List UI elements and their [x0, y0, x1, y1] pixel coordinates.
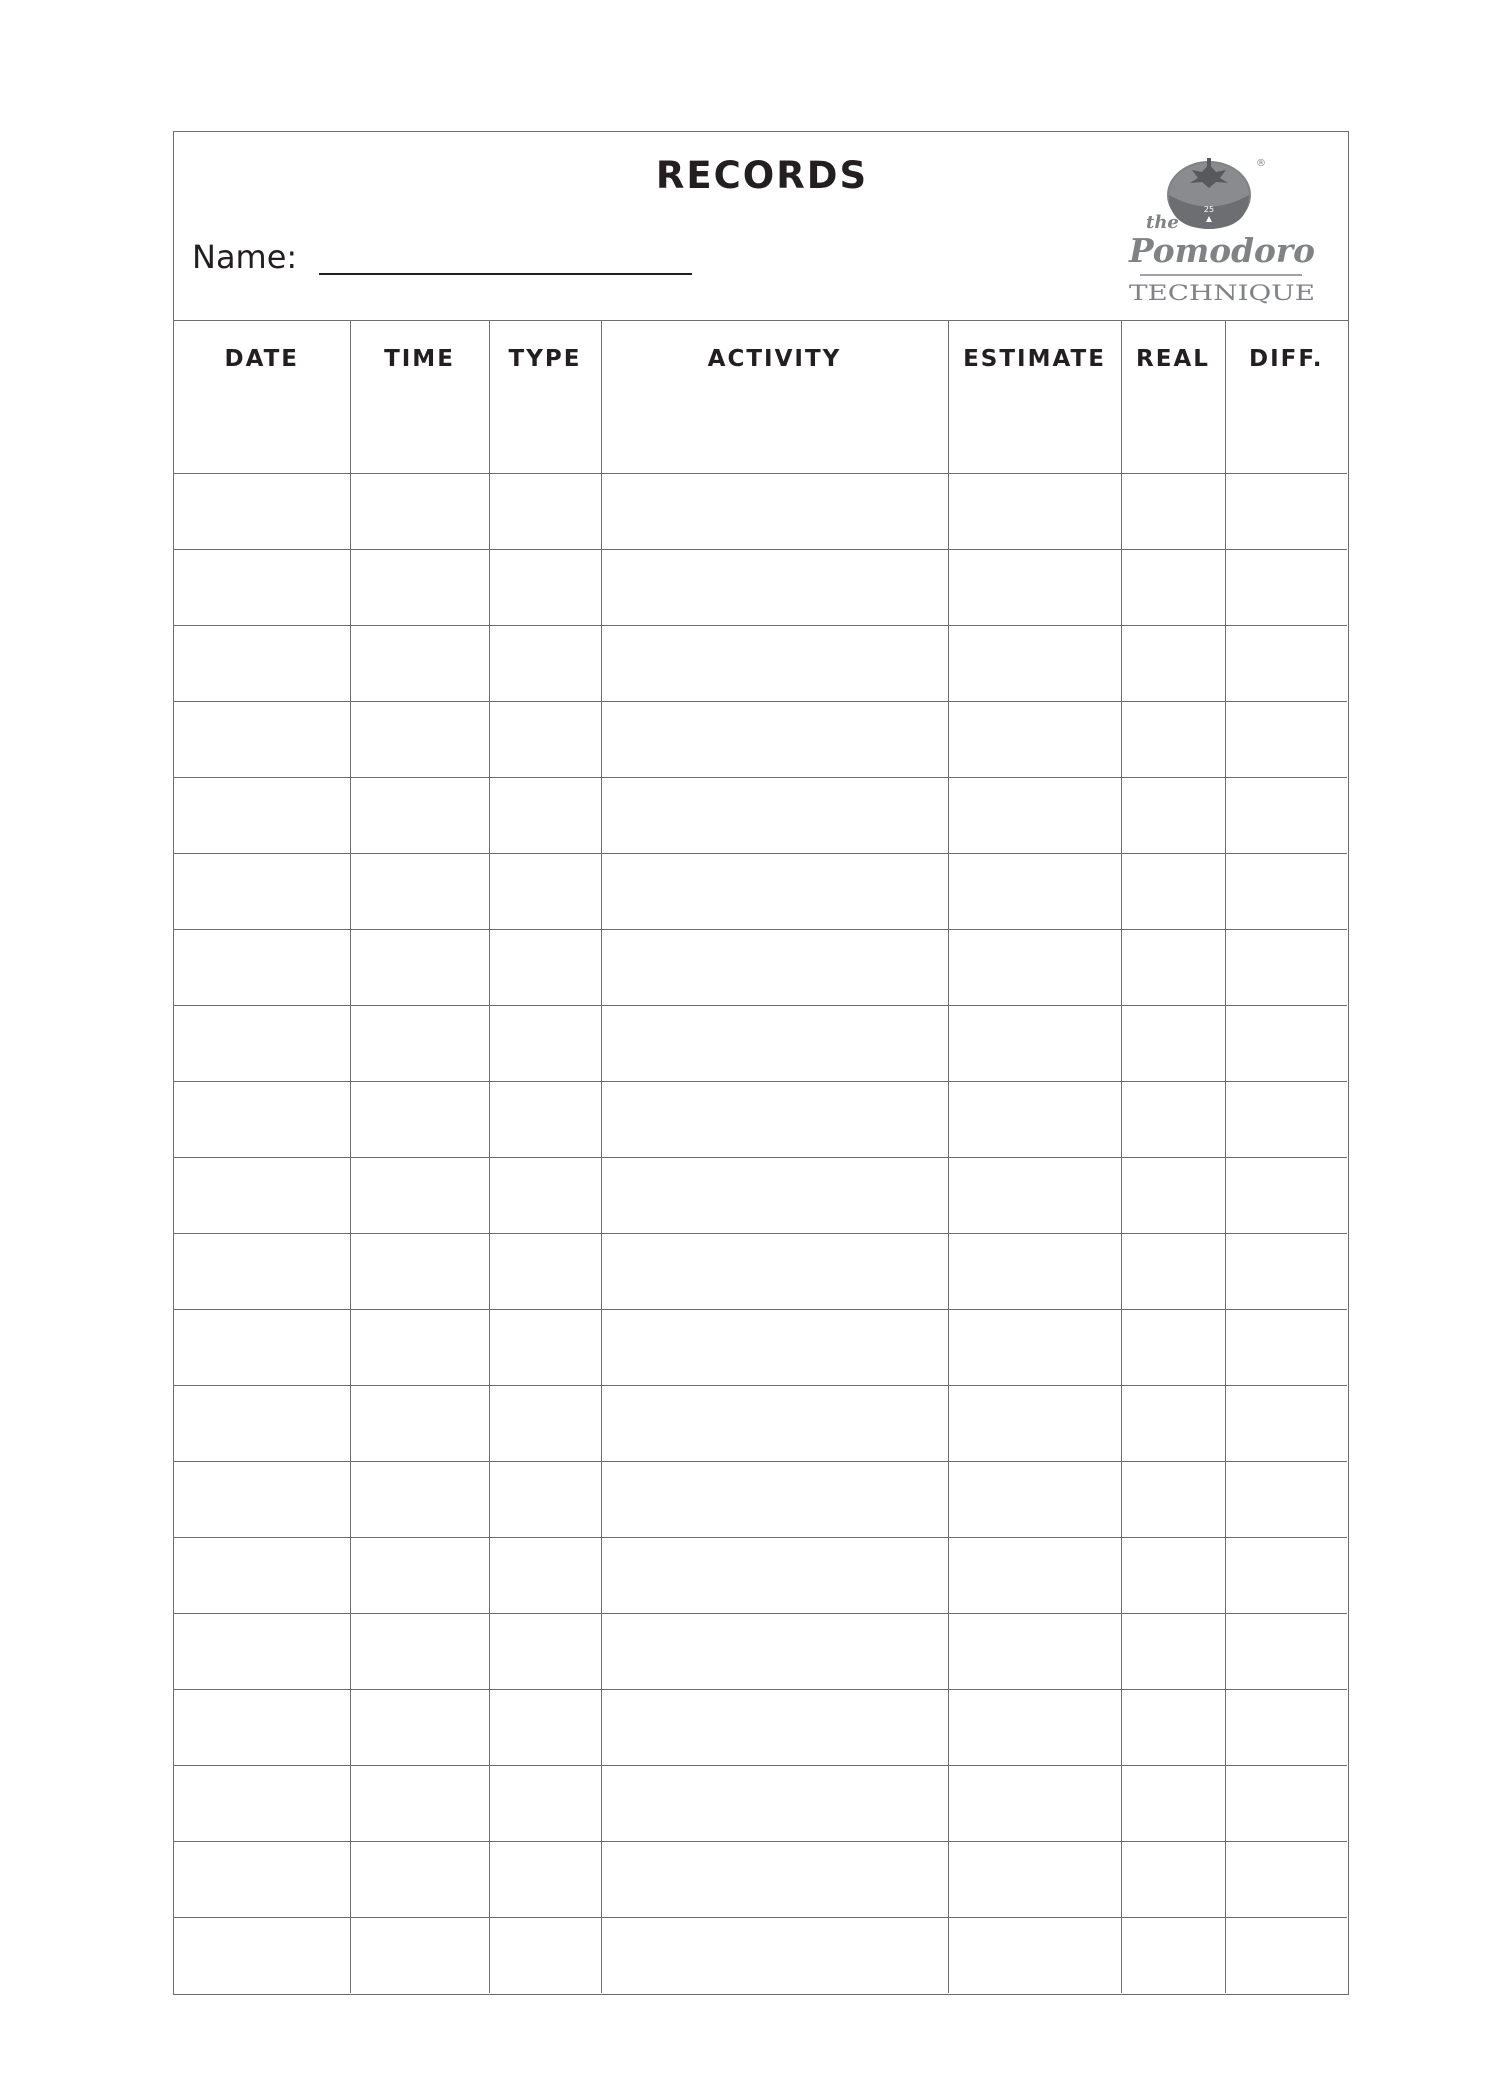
table-row — [174, 1385, 1347, 1461]
cell-real[interactable] — [1121, 853, 1225, 929]
cell-real[interactable] — [1121, 1385, 1225, 1461]
records-table — [174, 321, 1347, 1993]
cell-real[interactable] — [1121, 1233, 1225, 1309]
cell-time[interactable] — [350, 625, 489, 701]
cell-estimate[interactable] — [948, 549, 1121, 625]
cell-estimate[interactable] — [948, 1461, 1121, 1537]
cell-diff[interactable] — [1225, 1233, 1347, 1309]
cell-activity[interactable] — [601, 1005, 948, 1081]
cell-type[interactable] — [489, 1537, 601, 1613]
table-row — [174, 1461, 1347, 1537]
cell-diff[interactable] — [1225, 1765, 1347, 1841]
cell-real[interactable] — [1121, 1309, 1225, 1385]
cell-activity[interactable] — [601, 1537, 948, 1613]
cell-date[interactable] — [174, 397, 350, 473]
cell-activity[interactable] — [601, 1309, 948, 1385]
cell-date[interactable] — [174, 1917, 350, 1993]
table-row — [174, 1689, 1347, 1765]
table-row — [174, 1081, 1347, 1157]
cell-estimate[interactable] — [948, 853, 1121, 929]
cell-date[interactable] — [174, 1689, 350, 1765]
cell-date[interactable] — [174, 777, 350, 853]
tomato-timer-icon — [1167, 158, 1266, 229]
cell-type[interactable] — [489, 1233, 601, 1309]
cell-date[interactable] — [174, 1233, 350, 1309]
cell-estimate[interactable] — [948, 397, 1121, 473]
column-header-estimate: ESTIMATE — [948, 321, 1121, 397]
cell-estimate[interactable] — [948, 1233, 1121, 1309]
cell-type[interactable] — [489, 853, 601, 929]
cell-real[interactable] — [1121, 701, 1225, 777]
cell-time[interactable] — [350, 1613, 489, 1689]
table-row — [174, 625, 1347, 701]
cell-type[interactable] — [489, 1005, 601, 1081]
cell-date[interactable] — [174, 625, 350, 701]
cell-real[interactable] — [1121, 397, 1225, 473]
cell-real[interactable] — [1121, 1005, 1225, 1081]
cell-time[interactable] — [350, 549, 489, 625]
cell-estimate[interactable] — [948, 1765, 1121, 1841]
column-header-activity: ACTIVITY — [601, 321, 948, 397]
table-row — [174, 929, 1347, 1005]
table-row — [174, 1157, 1347, 1233]
table-row — [174, 1917, 1347, 1993]
cell-real[interactable] — [1121, 777, 1225, 853]
cell-estimate[interactable] — [948, 1613, 1121, 1689]
cell-type[interactable] — [489, 397, 601, 473]
table-row — [174, 1537, 1347, 1613]
cell-date[interactable] — [174, 1157, 350, 1233]
cell-real[interactable] — [1121, 1537, 1225, 1613]
table-row — [174, 853, 1347, 929]
cell-diff[interactable] — [1225, 1613, 1347, 1689]
table-header-row — [174, 321, 1347, 397]
cell-time[interactable] — [350, 1917, 489, 1993]
cell-time[interactable] — [350, 1537, 489, 1613]
cell-estimate[interactable] — [948, 1917, 1121, 1993]
cell-date[interactable] — [174, 1613, 350, 1689]
sheet-header — [174, 132, 1348, 321]
column-header-real: REAL — [1121, 321, 1225, 397]
cell-diff[interactable] — [1225, 853, 1347, 929]
cell-time[interactable] — [350, 1005, 489, 1081]
cell-type[interactable] — [489, 1081, 601, 1157]
cell-diff[interactable] — [1225, 1081, 1347, 1157]
cell-time[interactable] — [350, 929, 489, 1005]
cell-type[interactable] — [489, 1309, 601, 1385]
cell-real[interactable] — [1121, 1917, 1225, 1993]
cell-diff[interactable] — [1225, 473, 1347, 549]
column-header-diff: DIFF. — [1225, 321, 1347, 397]
cell-activity[interactable] — [601, 473, 948, 549]
cell-real[interactable] — [1121, 929, 1225, 1005]
cell-time[interactable] — [350, 1689, 489, 1765]
table-row — [174, 1233, 1347, 1309]
cell-type[interactable] — [489, 701, 601, 777]
logo-the: the — [1146, 212, 1179, 233]
cell-type[interactable] — [489, 1689, 601, 1765]
cell-activity[interactable] — [601, 1385, 948, 1461]
cell-date[interactable] — [174, 1081, 350, 1157]
cell-real[interactable] — [1121, 1157, 1225, 1233]
column-header-type: TYPE — [489, 321, 601, 397]
cell-real[interactable] — [1121, 1689, 1225, 1765]
records-sheet — [173, 131, 1349, 1995]
logo-pomodoro: Pomodoro — [1128, 231, 1315, 270]
cell-diff[interactable] — [1225, 1385, 1347, 1461]
cell-real[interactable] — [1121, 1613, 1225, 1689]
cell-activity[interactable] — [601, 1233, 948, 1309]
cell-activity[interactable] — [601, 549, 948, 625]
cell-estimate[interactable] — [948, 1841, 1121, 1917]
cell-estimate[interactable] — [948, 1689, 1121, 1765]
cell-type[interactable] — [489, 1765, 601, 1841]
table-row — [174, 1309, 1347, 1385]
cell-date[interactable] — [174, 549, 350, 625]
cell-date[interactable] — [174, 1309, 350, 1385]
table-row — [174, 1765, 1347, 1841]
cell-estimate[interactable] — [948, 1537, 1121, 1613]
cell-date[interactable] — [174, 1765, 350, 1841]
cell-activity[interactable] — [601, 701, 948, 777]
cell-time[interactable] — [350, 777, 489, 853]
cell-diff[interactable] — [1225, 701, 1347, 777]
cell-date[interactable] — [174, 473, 350, 549]
cell-date[interactable] — [174, 853, 350, 929]
records-table-body — [174, 397, 1347, 1993]
cell-type[interactable] — [489, 777, 601, 853]
cell-activity[interactable] — [601, 1917, 948, 1993]
cell-type[interactable] — [489, 1461, 601, 1537]
cell-diff[interactable] — [1225, 777, 1347, 853]
cell-time[interactable] — [350, 473, 489, 549]
cell-date[interactable] — [174, 1385, 350, 1461]
cell-real[interactable] — [1121, 549, 1225, 625]
cell-activity[interactable] — [601, 1081, 948, 1157]
name-label: Name: — [192, 238, 298, 276]
cell-type[interactable] — [489, 549, 601, 625]
cell-diff[interactable] — [1225, 1537, 1347, 1613]
table-row — [174, 549, 1347, 625]
cell-activity[interactable] — [601, 1461, 948, 1537]
cell-time[interactable] — [350, 397, 489, 473]
cell-activity[interactable] — [601, 929, 948, 1005]
cell-real[interactable] — [1121, 1081, 1225, 1157]
cell-time[interactable] — [350, 701, 489, 777]
cell-estimate[interactable] — [948, 473, 1121, 549]
table-row — [174, 473, 1347, 549]
cell-time[interactable] — [350, 1157, 489, 1233]
column-header-date: DATE — [174, 321, 350, 397]
cell-diff[interactable] — [1225, 549, 1347, 625]
cell-time[interactable] — [350, 1081, 489, 1157]
table-row — [174, 397, 1347, 473]
cell-date[interactable] — [174, 1537, 350, 1613]
cell-type[interactable] — [489, 1613, 601, 1689]
cell-activity[interactable] — [601, 1689, 948, 1765]
cell-real[interactable] — [1121, 625, 1225, 701]
cell-date[interactable] — [174, 1461, 350, 1537]
logo-technique: TECHNIQUE — [1129, 281, 1315, 305]
cell-estimate[interactable] — [948, 1157, 1121, 1233]
cell-date[interactable] — [174, 701, 350, 777]
cell-activity[interactable] — [601, 777, 948, 853]
cell-real[interactable] — [1121, 1765, 1225, 1841]
cell-time[interactable] — [350, 1461, 489, 1537]
cell-activity[interactable] — [601, 625, 948, 701]
table-row — [174, 701, 1347, 777]
cell-diff[interactable] — [1225, 1689, 1347, 1765]
name-field-line[interactable] — [319, 273, 692, 275]
cell-type[interactable] — [489, 1917, 601, 1993]
cell-time[interactable] — [350, 1385, 489, 1461]
cell-estimate[interactable] — [948, 701, 1121, 777]
cell-date[interactable] — [174, 1005, 350, 1081]
table-row — [174, 1005, 1347, 1081]
column-header-time: TIME — [350, 321, 489, 397]
pomodoro-technique-logo — [1122, 150, 1322, 312]
cell-estimate[interactable] — [948, 625, 1121, 701]
svg-text:®: ® — [1256, 158, 1266, 169]
cell-type[interactable] — [489, 1385, 601, 1461]
cell-diff[interactable] — [1225, 1005, 1347, 1081]
cell-activity[interactable] — [601, 1841, 948, 1917]
cell-time[interactable] — [350, 853, 489, 929]
page-title: RECORDS — [655, 154, 869, 197]
cell-date[interactable] — [174, 1841, 350, 1917]
cell-diff[interactable] — [1225, 929, 1347, 1005]
cell-time[interactable] — [350, 1765, 489, 1841]
cell-activity[interactable] — [601, 1765, 948, 1841]
table-row — [174, 1841, 1347, 1917]
cell-time[interactable] — [350, 1841, 489, 1917]
cell-type[interactable] — [489, 929, 601, 1005]
cell-diff[interactable] — [1225, 1917, 1347, 1993]
cell-diff[interactable] — [1225, 1841, 1347, 1917]
cell-diff[interactable] — [1225, 1157, 1347, 1233]
cell-date[interactable] — [174, 929, 350, 1005]
cell-activity[interactable] — [601, 1613, 948, 1689]
cell-activity[interactable] — [601, 1157, 948, 1233]
table-row — [174, 777, 1347, 853]
cell-diff[interactable] — [1225, 397, 1347, 473]
cell-estimate[interactable] — [948, 1309, 1121, 1385]
cell-real[interactable] — [1121, 1461, 1225, 1537]
cell-estimate[interactable] — [948, 1081, 1121, 1157]
cell-activity[interactable] — [601, 853, 948, 929]
cell-type[interactable] — [489, 1841, 601, 1917]
cell-estimate[interactable] — [948, 1005, 1121, 1081]
cell-estimate[interactable] — [948, 777, 1121, 853]
svg-text:25: 25 — [1203, 205, 1215, 214]
cell-time[interactable] — [350, 1309, 489, 1385]
cell-type[interactable] — [489, 1157, 601, 1233]
table-row — [174, 1613, 1347, 1689]
cell-estimate[interactable] — [948, 929, 1121, 1005]
cell-activity[interactable] — [601, 397, 948, 473]
cell-time[interactable] — [350, 1233, 489, 1309]
cell-diff[interactable] — [1225, 1461, 1347, 1537]
cell-diff[interactable] — [1225, 1309, 1347, 1385]
cell-diff[interactable] — [1225, 625, 1347, 701]
cell-type[interactable] — [489, 473, 601, 549]
cell-real[interactable] — [1121, 473, 1225, 549]
cell-estimate[interactable] — [948, 1385, 1121, 1461]
cell-type[interactable] — [489, 625, 601, 701]
cell-real[interactable] — [1121, 1841, 1225, 1917]
